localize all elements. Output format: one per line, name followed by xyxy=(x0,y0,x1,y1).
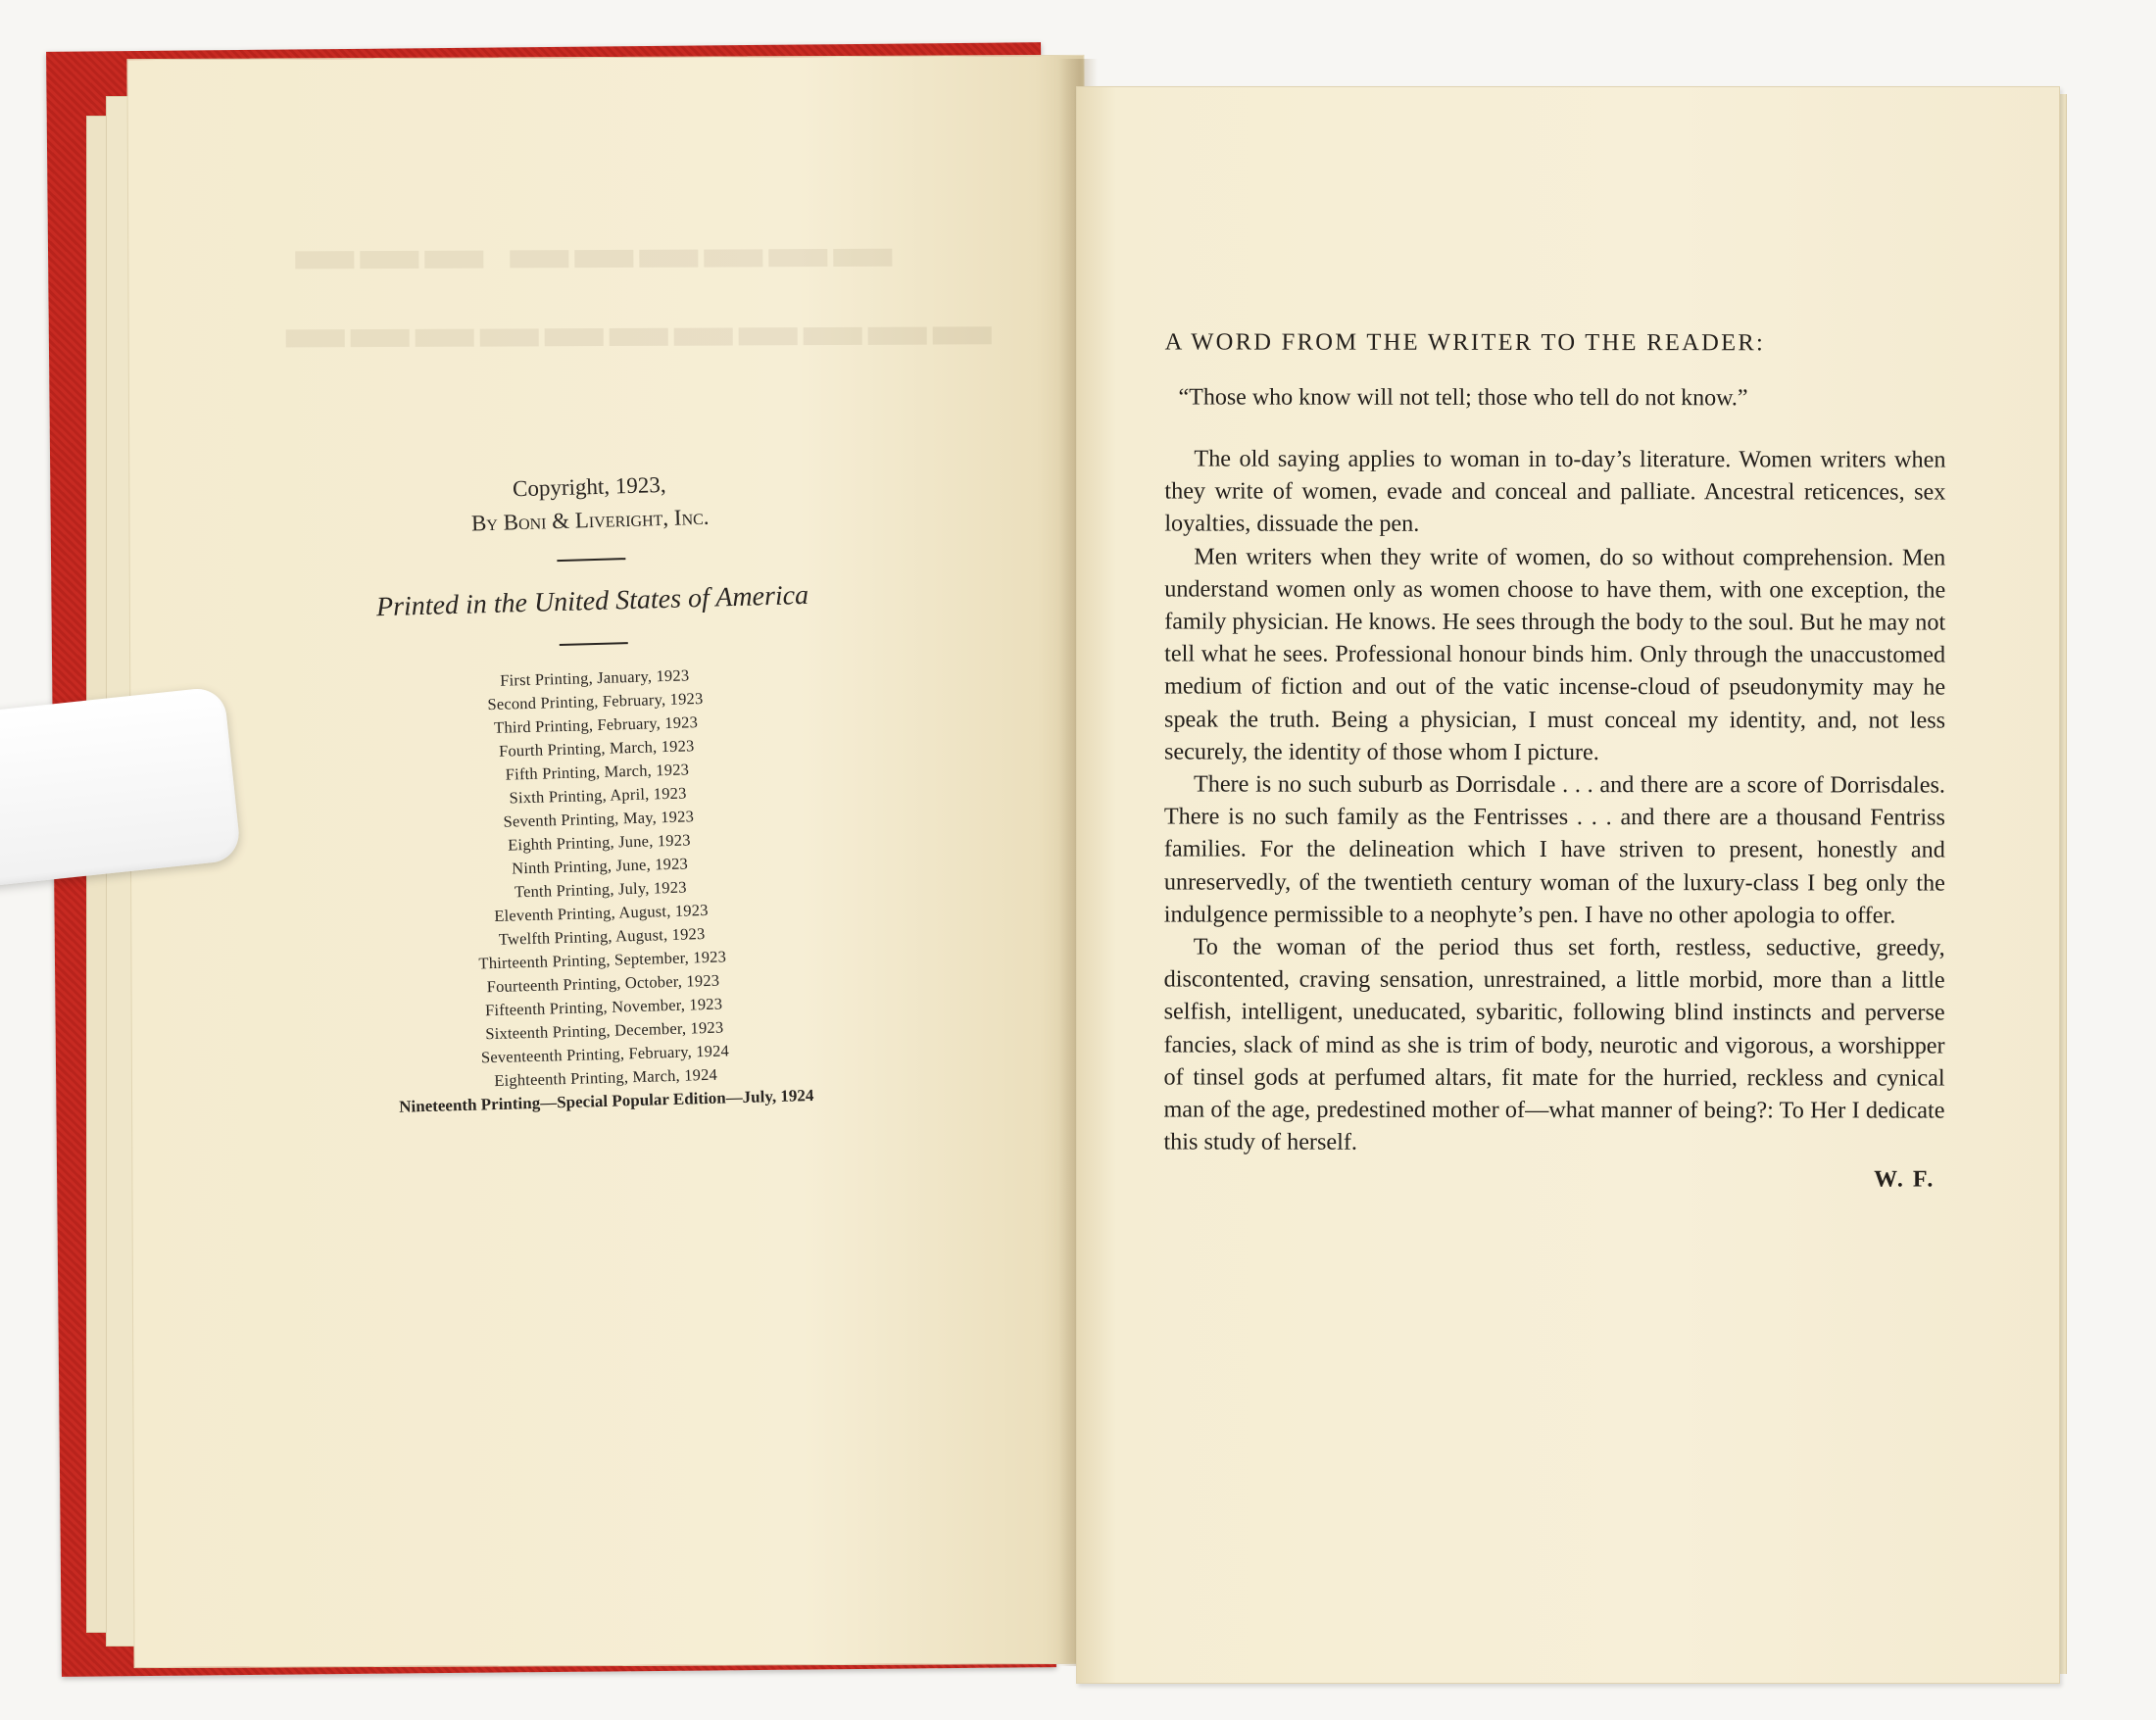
printing-line: Fifteenth Printing, November, 1923 xyxy=(484,994,723,1020)
printing-line: Eleventh Printing, August, 1923 xyxy=(494,900,709,925)
foreword-heading: A WORD FROM THE WRITER TO THE READER: xyxy=(1164,328,1766,357)
printing-line: Second Printing, February, 1923 xyxy=(487,688,704,714)
printing-line: Seventeenth Printing, February, 1924 xyxy=(480,1041,730,1067)
foreword-paragraph: Men writers when they write of women, do so without comprehension. Men understand women only as women choose to have them, with one exception, the family physician. He knows. He sees through the body to the soul. But he may not tell what he sees. Professional honour binds him. Only through the unaccustomed medium of fiction and out of the vatic incense-cloud of pseudonymity may he speak the truth. Being a physician, I must conceal my identity, and, not less securely, the identity of those whom I picture. xyxy=(1163,543,1946,765)
foreword-text-block xyxy=(1163,328,1945,1194)
printing-line: Twelfth Printing, August, 1923 xyxy=(498,924,706,949)
epigraph-quote: “Those who know will not tell; those who tell do not know.” xyxy=(1178,384,1748,412)
printing-line: Fourteenth Printing, October, 1923 xyxy=(486,970,720,997)
printing-line: Sixteenth Printing, December, 1923 xyxy=(485,1017,724,1044)
copyright-line: Copyright, 1923, xyxy=(512,471,666,502)
printing-line: Seventh Printing, May, 1923 xyxy=(503,807,695,831)
white-page-clip xyxy=(0,686,242,886)
divider-rule xyxy=(560,642,628,646)
copyright-block xyxy=(324,464,871,1121)
printing-line: Third Printing, February, 1923 xyxy=(493,713,699,737)
author-signature: W. F. xyxy=(1874,1166,1936,1194)
printed-in-line: Printed in the United States of America xyxy=(375,579,809,623)
foreword-paragraph: The old saying applies to woman in to-day’s literature. Women writers when they write of women, evade and conceal and palliate. Ancestral reticences, sex loyalties, dissuade the pen. xyxy=(1164,445,1946,538)
printing-line: Ninth Printing, June, 1923 xyxy=(511,854,689,878)
printing-line: Sixth Printing, April, 1923 xyxy=(509,783,687,808)
show-through-ghost-text: ▬▬▬▬▬▬▬▬▬▬▬ xyxy=(285,292,998,361)
printing-line: Tenth Printing, July, 1923 xyxy=(514,877,687,902)
publisher-line: By Boni & Liveright, Inc. xyxy=(470,504,710,536)
foreword-paragraph: There is no such suburb as Dorrisdale . . . and there are a score of Dorrisdales. There is no such family as the Fentrisses . . . and there are a thousand Fentriss families. For the delineation which I have striven to present, honestly and unreservedly, of the twentieth century woman of the luxury-class I beg only the indulgence permissible to a neophyte’s pen. I have no other apologia to offer. xyxy=(1163,770,1945,929)
printing-line: Fifth Printing, March, 1923 xyxy=(505,760,690,784)
printing-history-list xyxy=(330,660,872,1121)
printing-line: Eighteenth Printing, March, 1924 xyxy=(494,1064,718,1091)
printing-line: Fourth Printing, March, 1923 xyxy=(498,736,695,761)
divider-rule xyxy=(557,558,625,562)
foreword-paragraph: To the woman of the period thus set forth, restless, seductive, greedy, discontented, craving sensation, unrestrained, a little morbid, more than a little selfish, intelligent, uneducated, sybaritic, following blind instincts and perverse fancies, slack of mind as she is trim of body, neurotic and vigorous, a worshipper of tinsel gods at perfumed altars, fit mate for the hurried, reckless and cynical man of the age, predestined mother of—what manner of being?: To Her I dedicate this study of herself. xyxy=(1163,933,1945,1155)
printing-line: Thirteenth Printing, September, 1923 xyxy=(478,947,727,973)
printing-line: First Printing, January, 1923 xyxy=(499,665,690,690)
printing-line: Eighth Printing, June, 1923 xyxy=(507,830,691,855)
printing-line-special-edition: Nineteenth Printing—Special Popular Edition—July, 1924 xyxy=(398,1085,814,1116)
show-through-ghost-text: ▬▬▬ ▬▬▬▬▬▬ xyxy=(295,214,899,282)
